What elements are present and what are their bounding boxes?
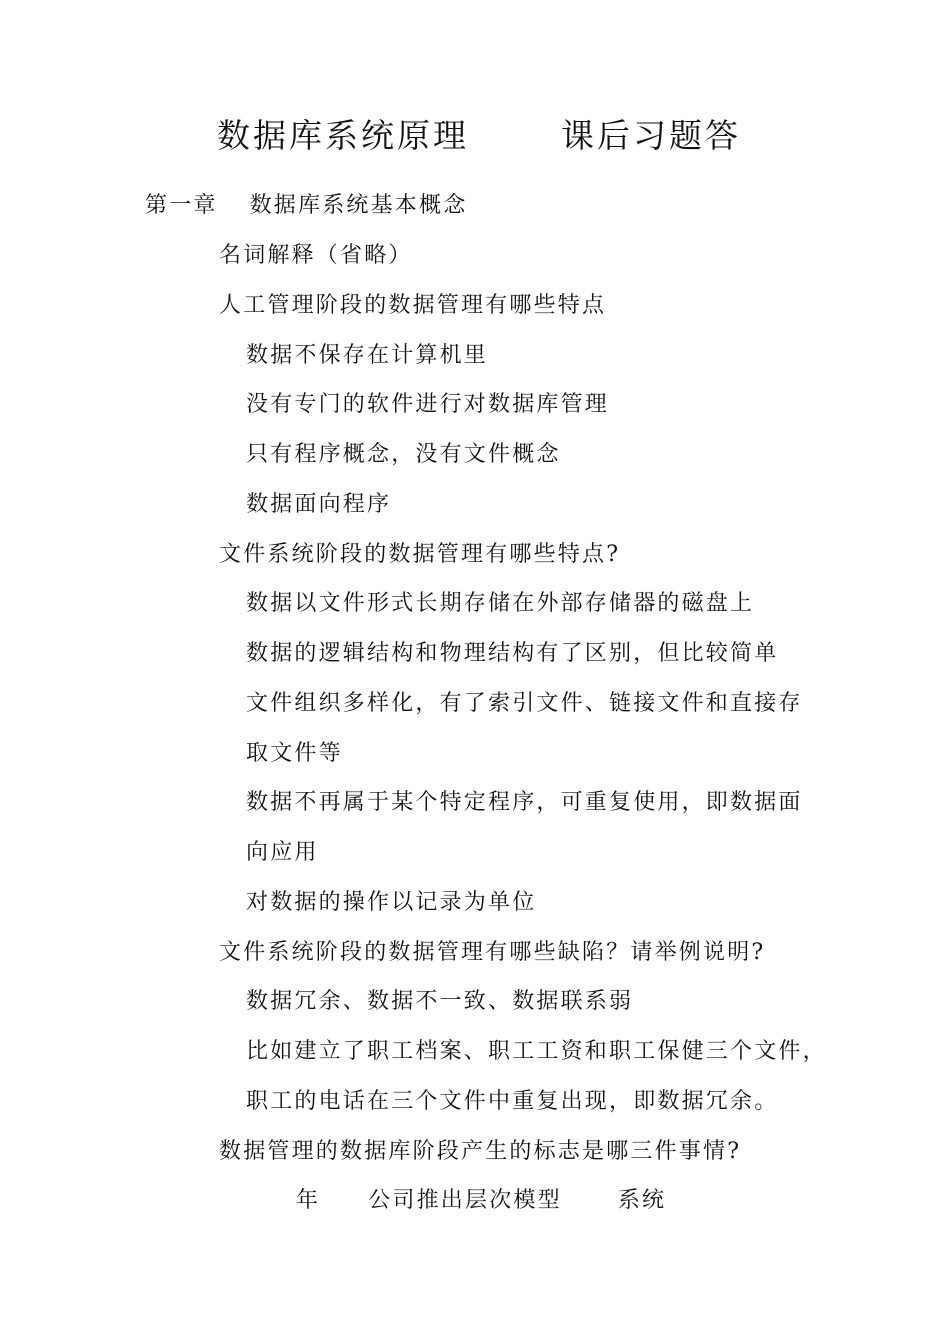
answer-3-5: 对数据的操作以记录为单位 — [246, 890, 537, 915]
answer-3-2: 数据的逻辑结构和物理结构有了区别，但比较简单 — [246, 641, 779, 666]
chapter-number: 第一章 — [145, 193, 218, 218]
question-2: 人工管理阶段的数据管理有哪些特点 — [219, 293, 607, 318]
question-5: 数据管理的数据库阶段产生的标志是哪三件事情? — [219, 1139, 742, 1164]
answer-2-3: 只有程序概念，没有文件概念 — [246, 442, 561, 467]
answer-3-4-line-2: 向应用 — [246, 840, 319, 865]
answer-2-2: 没有专门的软件进行对数据库管理 — [246, 392, 610, 417]
answer-2-1: 数据不保存在计算机里 — [246, 343, 489, 368]
question-1: 名词解释（省略） — [219, 243, 413, 268]
answer-3-3-line-2: 取文件等 — [246, 741, 343, 766]
answer-5-1-year: 年 — [296, 1188, 321, 1213]
answer-5-1 — [296, 1186, 666, 1216]
answer-4-1: 数据冗余、数据不一致、数据联系弱 — [246, 989, 634, 1014]
document-title-right: 课后习题答 — [561, 116, 741, 155]
question-3: 文件系统阶段的数据管理有哪些特点? — [219, 542, 621, 567]
answer-2-4: 数据面向程序 — [246, 492, 392, 517]
chapter-heading — [145, 191, 467, 221]
answer-3-3-line-1: 文件组织多样化，有了索引文件、链接文件和直接存 — [246, 691, 803, 716]
document-title-left: 数据库系统原理 — [217, 116, 469, 155]
answer-4-2-line-1: 比如建立了职工档案、职工工资和职工保健三个文件， — [246, 1039, 827, 1064]
answer-4-2-line-2: 职工的电话在三个文件中重复出现，即数据冗余。 — [246, 1089, 779, 1114]
chapter-name: 数据库系统基本概念 — [249, 193, 468, 218]
answer-5-1-system: 系统 — [617, 1188, 667, 1213]
answer-3-1: 数据以文件形式长期存储在外部存储器的磁盘上 — [246, 591, 755, 616]
answer-5-1-company: 公司推出层次模型 — [368, 1188, 562, 1213]
question-4: 文件系统阶段的数据管理有哪些缺陷？请举例说明? — [219, 940, 766, 965]
answer-3-4-line-1: 数据不再属于某个特定程序，可重复使用，即数据面 — [246, 790, 803, 815]
